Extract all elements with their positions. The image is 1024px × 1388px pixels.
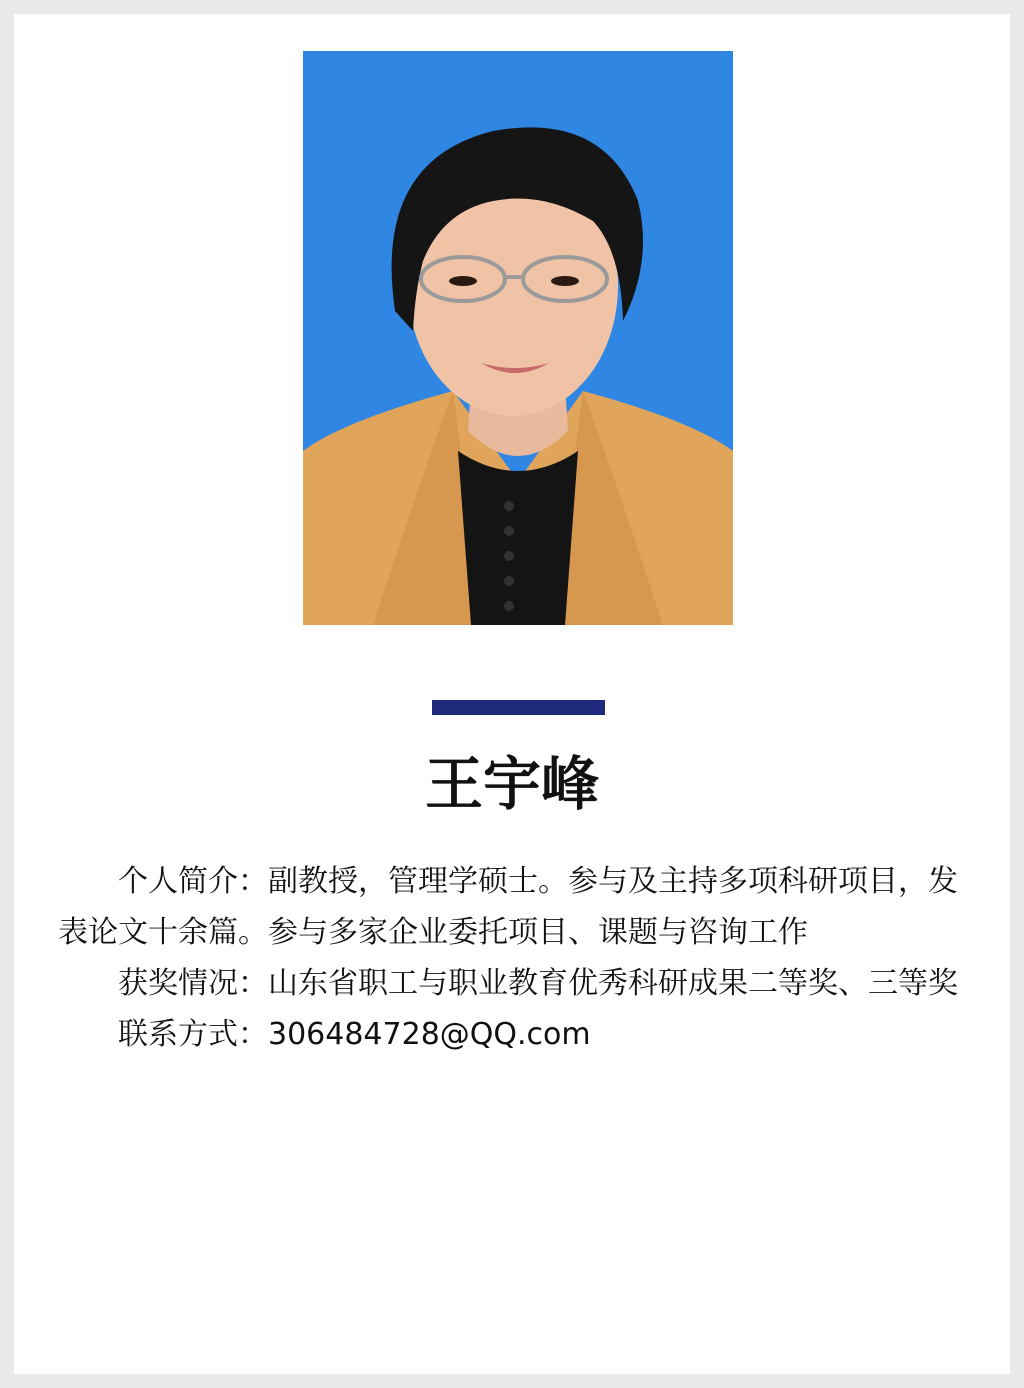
bio-contact: 联系方式：306484728@QQ.com (118, 1017, 591, 1052)
profile-card (14, 14, 1010, 1374)
profile-bio (58, 856, 964, 1060)
bio-introduction: 个人简介：副教授，管理学硕士。参与及主持多项科研项目，发表论文十余篇。参与多家企业委托项目、课题与咨询工作 (58, 864, 958, 950)
portrait-illustration (303, 51, 733, 625)
person-name: 王宇峰 (424, 750, 599, 818)
bio-awards: 获奖情况：山东省职工与职业教育优秀科研成果二等奖、三等奖 (118, 966, 958, 1001)
portrait-photo (303, 51, 733, 625)
title-accent-bar (432, 700, 605, 715)
